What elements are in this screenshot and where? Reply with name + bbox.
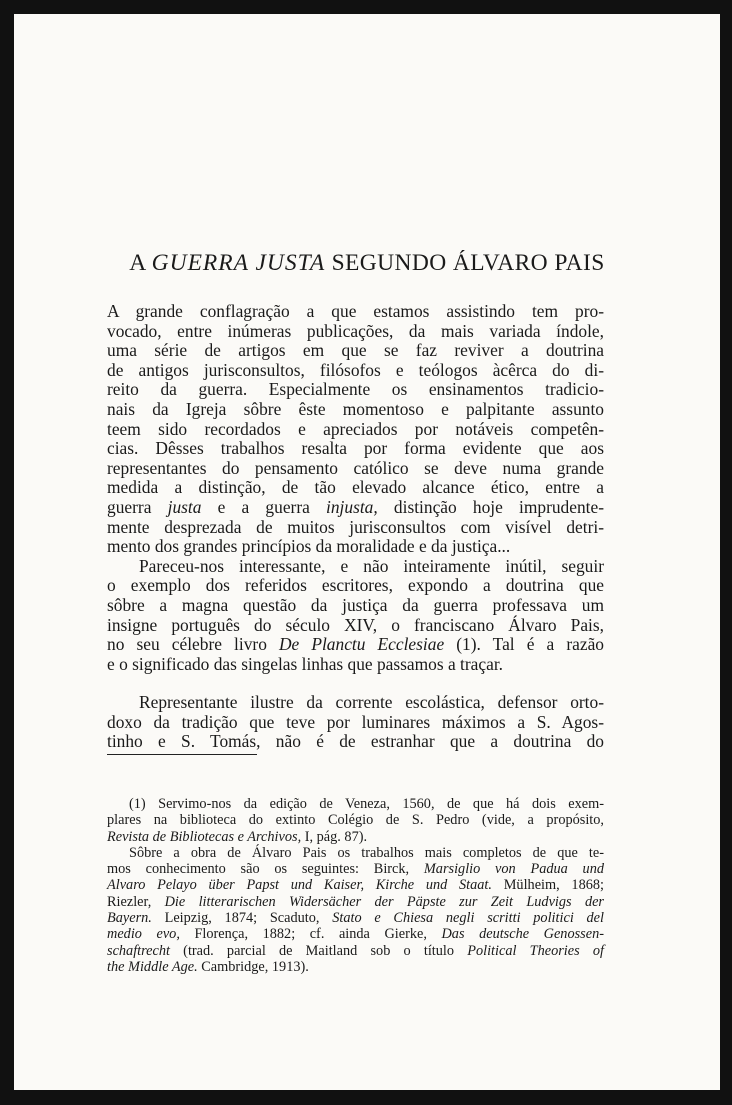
italic-run: injusta, (326, 496, 378, 517)
text-line: A grande conflagração a que estamos assistindo tem pro- (107, 301, 604, 321)
title-italic: GUERRA JUSTA (151, 250, 326, 276)
italic-run: Political Theories of (467, 942, 604, 959)
text-line: sôbre a magna questão da justiça da guerra professava um (107, 594, 604, 615)
footnote-rule (107, 754, 257, 755)
paragraph-3 (107, 693, 604, 752)
note-line: Bayern. Leipzig, 1874; Scaduto, Stato e Chiesa negli scritti politici del (107, 910, 604, 927)
note-line: Sôbre a obra de Álvaro Pais os trabalhos mais completos de que te- (129, 844, 604, 861)
note-line: Alvaro Pelayo über Papst und Kaiser, Kirche und Staat. Mülheim, 1868; (107, 877, 604, 894)
footnote-2 (107, 845, 604, 975)
italic-run: Bayern. (107, 910, 152, 927)
text-line: nais da Igreja sôbre êste momentoso e palpitante assunto (107, 398, 604, 419)
note-line: schaftrecht (trad. parcial de Maitland sob o título Political Theories of (107, 942, 604, 959)
text-line: reito da guerra. Especialmente os ensinamentos tradicio- (107, 379, 604, 400)
text-line: o exemplo dos referidos escritores, expondo a doutrina que (107, 575, 604, 596)
text-line: mente desprezada de muitos jurisconsultos com visível detri- (107, 516, 604, 537)
paragraph-1 (107, 302, 604, 557)
italic-run: Alvaro Pelayo über Papst und Kaiser, Kirche und Staat. (107, 877, 492, 894)
italic-run: the Middle Age. (107, 958, 198, 975)
text-line: no seu célebre livro De Planctu Ecclesiae (1). Tal é a razão (107, 634, 604, 655)
text-line: vocado, entre inúmeras publicações, da mais variada índole, (107, 320, 604, 341)
note-line: medio evo, Florença, 1882; cf. ainda Gierke, Das deutsche Genossen- (107, 926, 604, 943)
note-line: (1) Servimo-nos da edição de Veneza, 1560, de que há dois exem- (129, 796, 604, 812)
italic-run: schaftrecht (107, 942, 170, 959)
text-line: tinho e S. Tomás, não é de estranhar que a doutrina do (107, 731, 604, 752)
text-line: Pareceu-nos interessante, e não inteiramente inútil, seguir (139, 555, 604, 576)
text-line: medida a distinção, de tão elevado alcance ético, entre a (107, 477, 604, 498)
italic-run: Stato e Chiesa negli scritti politici del (332, 910, 604, 927)
text-line: e o significado das singelas linhas que passamos a traçar. (107, 653, 504, 674)
italic-run: justa (167, 496, 202, 517)
note-line: plares na biblioteca do extinto Colégio de S. Pedro (vide, a propósito, (107, 812, 604, 829)
body-text (107, 302, 604, 752)
note-line: mos conhecimento são os seguintes: Birck, Marsiglio von Padua und (107, 861, 604, 878)
text-line: guerra justa e a guerra injusta, distinção hoje imprudente- (107, 496, 605, 517)
footnotes (107, 796, 604, 975)
text-line: insigne português do século XIV, o franciscano Álvaro Pais, (107, 614, 604, 635)
footnote-1 (107, 796, 604, 845)
text-line: doxo da tradição que teve por luminares máximos a S. Agos- (107, 711, 604, 732)
document-page (14, 14, 720, 1090)
text-line: teem sido recordados e apreciados por notáveis competên- (107, 418, 604, 439)
italic-run: De Planctu Ecclesiae (278, 634, 445, 655)
text-line: uma série de artigos em que se faz reviver a doutrina (107, 340, 604, 361)
title-suffix: SEGUNDO ÁLVARO PAIS (325, 250, 605, 276)
page-title (14, 250, 720, 277)
text-line: representantes do pensamento católico se deve numa grande (107, 457, 604, 478)
text-line: de antigos jurisconsultos, filósofos e teólogos àcêrca do di- (107, 359, 604, 380)
italic-run: Marsiglio von Padua und (423, 861, 604, 878)
italic-run: Revista de Bibliotecas e Archivos, (107, 828, 302, 845)
paragraph-2 (107, 557, 604, 675)
italic-run: Die litterarischen Widersächer der Päpste zur Zeit Ludvigs der (164, 893, 604, 910)
text-line: Representante ilustre da corrente escolástica, defensor orto- (139, 692, 604, 713)
title-prefix: A (129, 250, 152, 276)
text-line: mento dos grandes princípios da moralidade e da justiça... (107, 536, 511, 557)
text-line: cias. Dêsses trabalhos resalta por forma evidente que aos (107, 438, 604, 459)
italic-run: Das deutsche Genossen- (441, 926, 604, 943)
note-line: Revista de Bibliotecas e Archivos, I, pág. 87). (107, 828, 368, 845)
note-line: the Middle Age. Cambridge, 1913). (107, 958, 309, 975)
note-line: Riezler, Die litterarischen Widersächer der Päpste zur Zeit Ludvigs der (107, 893, 604, 910)
italic-run: medio evo, (107, 926, 180, 943)
